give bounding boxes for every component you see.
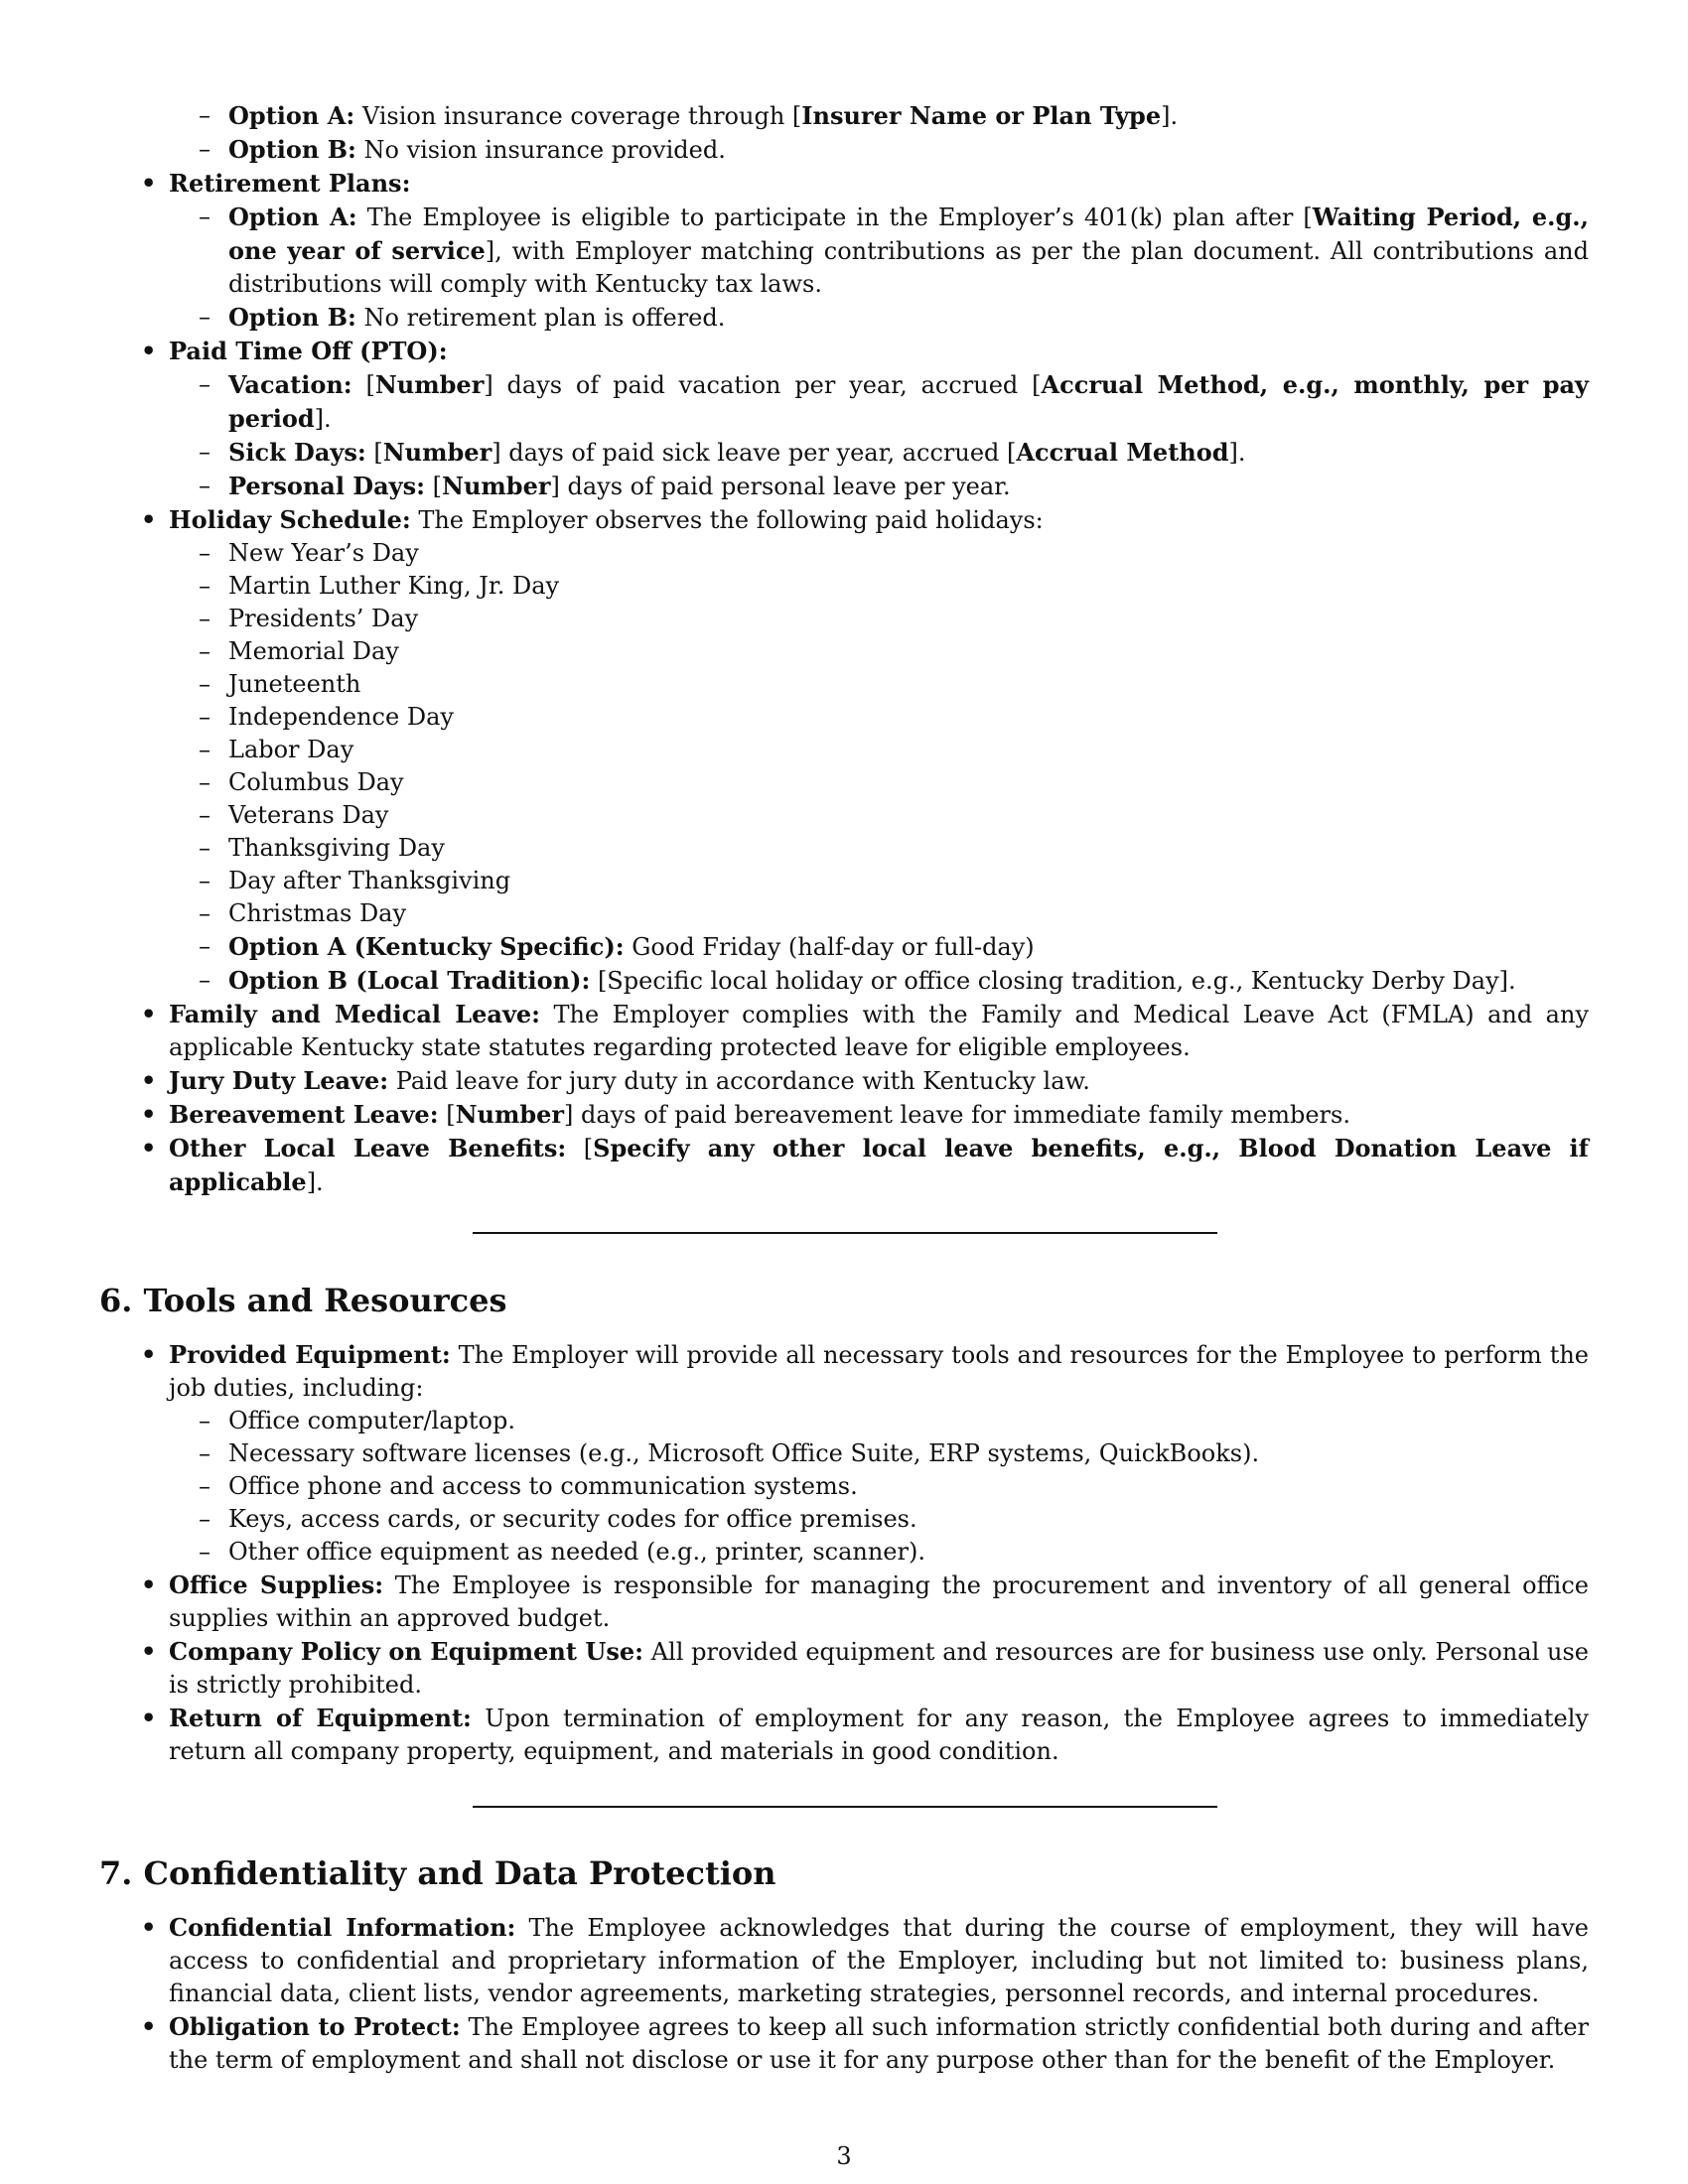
vision-option-a: – Option A: Vision insurance coverage through [Insurer Name or Plan Type]. xyxy=(199,101,1179,130)
bullet: • xyxy=(141,1340,157,1369)
section-divider xyxy=(473,1232,1217,1234)
equipment-entry: – Office phone and access to communication systems. xyxy=(99,1470,1589,1503)
retirement-option-a: – Option A: The Employee is eligible to participate in the Employer’s 401(k) plan after [Waiting Period, e.g., one year of service], with Employer matching contributions as per the plan document. All contributions and distributions will comply with Kentucky tax laws. xyxy=(199,203,1589,298)
dash-bullet: – xyxy=(199,438,211,466)
dash-bullet: – xyxy=(199,605,211,632)
vision-option-b: – Option B: No vision insurance provided. xyxy=(199,135,726,164)
bullet: • xyxy=(141,1637,157,1666)
pto-personal-days: – Personal Days: [Number] days of paid personal leave per year. xyxy=(199,472,1011,500)
dash-bullet: – xyxy=(199,801,211,829)
dash-bullet: – xyxy=(199,637,211,665)
bullet: • xyxy=(141,337,157,365)
equipment-entry: – Keys, access cards, or security codes for office premises. xyxy=(99,1503,1589,1536)
pto-vacation: – Vacation: [Number] days of paid vacation per year, accrued [Accrual Method, e.g., monthly, per pay period]. xyxy=(199,370,1590,433)
holiday-schedule-item: • Holiday Schedule: The Employer observes the following paid holidays: xyxy=(141,505,1044,534)
dash-bullet: – xyxy=(199,572,211,600)
bullet: • xyxy=(141,1000,157,1028)
holiday-day: – Thanksgiving Day xyxy=(99,832,1589,865)
holiday-day: – Independence Day xyxy=(99,701,1589,734)
dash-bullet: – xyxy=(199,932,211,960)
dash-bullet: – xyxy=(199,1538,211,1566)
retirement-plans-item: • Retirement Plans: xyxy=(141,169,411,198)
bullet: • xyxy=(141,1100,157,1129)
dash-bullet: – xyxy=(199,303,211,331)
section-7-heading: 7. Confidentiality and Data Protection xyxy=(99,1854,776,1892)
dash-bullet: – xyxy=(199,472,211,499)
dash-bullet: – xyxy=(199,966,211,994)
dash-bullet: – xyxy=(199,370,211,398)
page-number: 3 xyxy=(836,2142,852,2170)
dash-bullet: – xyxy=(199,736,211,763)
fmla-item: • Family and Medical Leave: The Employer complies with the Family and Medical Leave Act (FMLA) and any applicable Kentucky state statutes regarding protected leave for eligible employees. xyxy=(141,1000,1589,1061)
jury-duty-item: • Jury Duty Leave: Paid leave for jury duty in accordance with Kentucky law. xyxy=(141,1066,1090,1095)
retirement-option-b: – Option B: No retirement plan is offered. xyxy=(199,303,726,332)
section-divider xyxy=(473,1806,1217,1808)
holiday-day: – New Year’s Day xyxy=(99,537,1589,570)
dash-bullet: – xyxy=(199,203,211,230)
bullet: • xyxy=(141,505,157,534)
confidential-info-item: • Confidential Information: The Employee acknowledges that during the course of employment, they will have access to confidential and proprietary information of the Employer, including but not limited to: business plans, financial data, client lists, vendor agreements, marketing strategies, personnel records, and internal procedures. xyxy=(141,1913,1590,2007)
dash-bullet: – xyxy=(199,703,211,731)
bullet: • xyxy=(141,1570,157,1599)
dash-bullet: – xyxy=(199,899,211,927)
holiday-day: – Martin Luther King, Jr. Day xyxy=(99,570,1589,603)
holiday-option-a: – Option A (Kentucky Specific): Good Friday (half-day or full-day) xyxy=(199,932,1035,961)
dash-bullet: – xyxy=(199,135,211,163)
section-6-list xyxy=(99,1338,1589,1768)
office-supplies-item: • Office Supplies: The Employee is responsible for managing the procurement and inventory of all general office supplies within an approved budget. xyxy=(141,1570,1589,1632)
dash-bullet: – xyxy=(199,101,211,129)
provided-equipment-item: • Provided Equipment: The Employer will provide all necessary tools and resources for the Employee to perform the job duties, including: xyxy=(141,1340,1589,1402)
bullet: • xyxy=(141,2012,157,2041)
dash-bullet: – xyxy=(199,1505,211,1533)
dash-bullet: – xyxy=(199,539,211,567)
equipment-entry: – Office computer/laptop. xyxy=(99,1405,1589,1437)
section-6-heading: 6. Tools and Resources xyxy=(99,1282,507,1319)
equipment-entry: – Necessary software licenses (e.g., Microsoft Office Suite, ERP systems, QuickBooks). xyxy=(99,1437,1589,1470)
obligation-item: • Obligation to Protect: The Employee agrees to keep all such information strictly confidential both during and after the term of employment and shall not disclose or use it for any purpose other than for the benefit of the Employer. xyxy=(141,2012,1589,2074)
holiday-day: – Day after Thanksgiving xyxy=(99,865,1589,897)
holiday-day: – Christmas Day xyxy=(99,897,1589,930)
holiday-day: – Labor Day xyxy=(99,734,1589,766)
bullet: • xyxy=(141,1913,157,1942)
pto-sick-days: – Sick Days: [Number] days of paid sick leave per year, accrued [Accrual Method]. xyxy=(199,438,1246,467)
equipment-policy-item: • Company Policy on Equipment Use: All provided equipment and resources are for business use only. Personal use is strictly prohibited. xyxy=(141,1637,1589,1699)
section-7-list xyxy=(99,1911,1589,2077)
holiday-option-b: – Option B (Local Tradition): [Specific local holiday or office closing tradition, e.g., Kentucky Derby Day]. xyxy=(199,966,1516,995)
pto-item: • Paid Time Off (PTO): xyxy=(141,337,448,365)
holiday-day: – Presidents’ Day xyxy=(99,603,1589,635)
holiday-day: – Memorial Day xyxy=(99,635,1589,668)
equipment-entry: – Other office equipment as needed (e.g., printer, scanner). xyxy=(99,1536,1589,1569)
bullet: • xyxy=(141,1704,157,1732)
other-leave-item: • Other Local Leave Benefits: [Specify any other local leave benefits, e.g., Blood Donation Leave if applicable]. xyxy=(141,1134,1589,1196)
dash-bullet: – xyxy=(199,1472,211,1500)
dash-bullet: – xyxy=(199,768,211,796)
dash-bullet: – xyxy=(199,670,211,698)
bullet: • xyxy=(141,169,157,198)
bullet: • xyxy=(141,1134,157,1162)
holiday-day: – Columbus Day xyxy=(99,766,1589,799)
holiday-day: – Veterans Day xyxy=(99,799,1589,832)
dash-bullet: – xyxy=(199,1439,211,1467)
holiday-day: – Juneteenth xyxy=(99,668,1589,701)
return-equipment-item: • Return of Equipment: Upon termination of employment for any reason, the Employee agrees to immediately return all company property, equipment, and materials in good condition. xyxy=(141,1704,1589,1765)
dash-bullet: – xyxy=(199,1407,211,1434)
dash-bullet: – xyxy=(199,834,211,862)
benefits-list-continued xyxy=(99,99,1589,1199)
dash-bullet: – xyxy=(199,867,211,894)
bereavement-item: • Bereavement Leave: [Number] days of paid bereavement leave for immediate family members. xyxy=(141,1100,1350,1129)
bullet: • xyxy=(141,1066,157,1095)
